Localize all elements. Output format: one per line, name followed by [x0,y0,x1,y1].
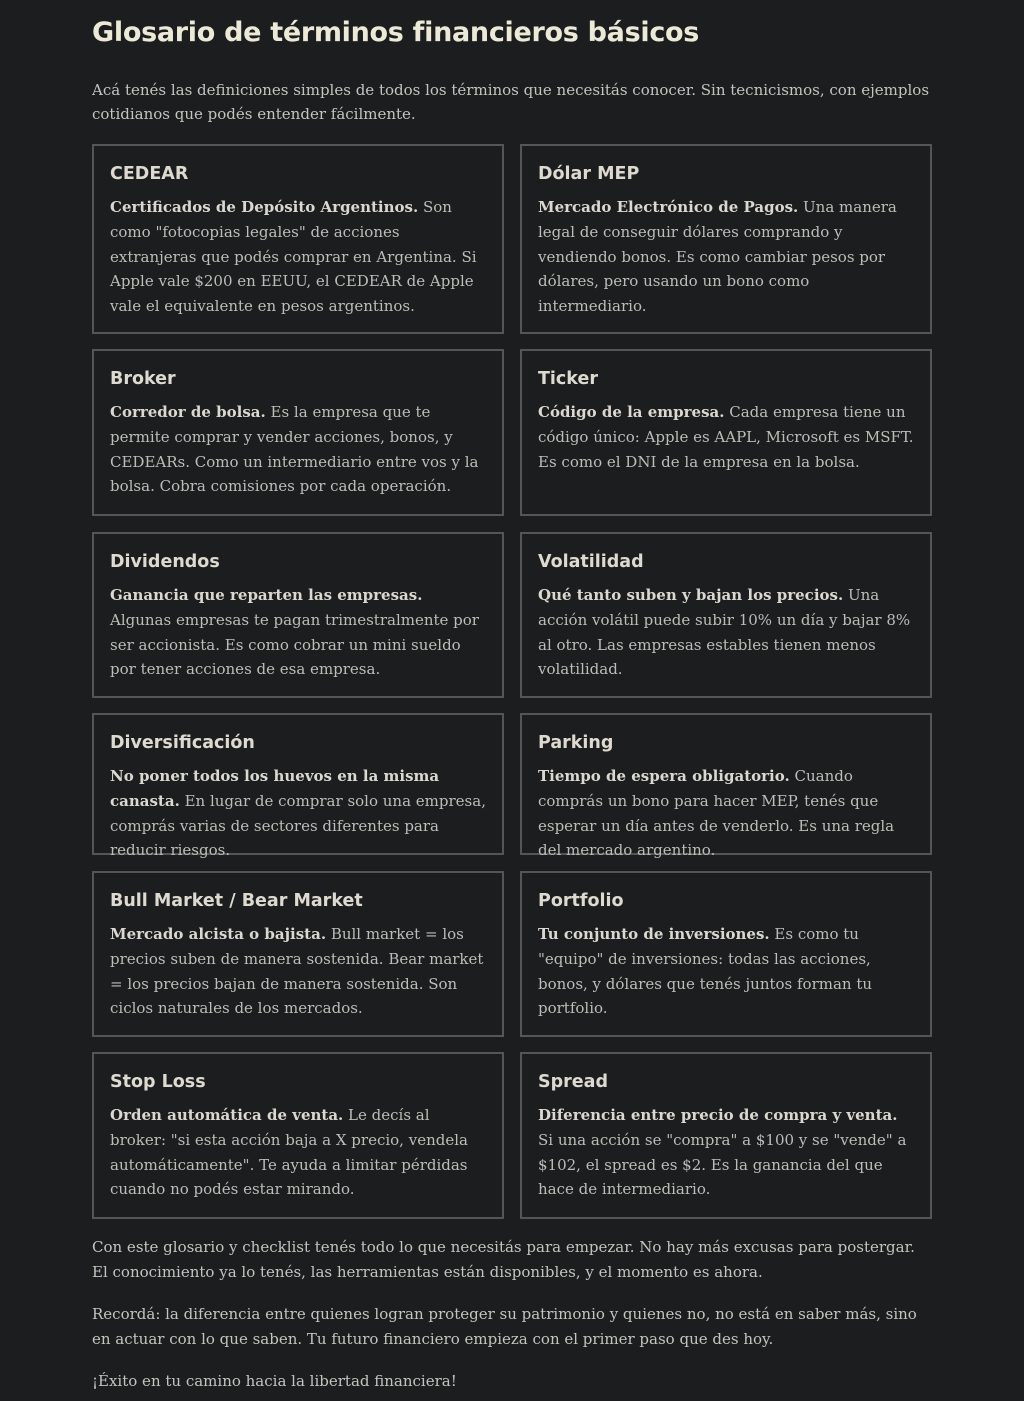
term-card-dividendos [92,532,504,698]
term-definition [110,764,486,863]
term-card-spread [520,1052,932,1219]
term-card-bull-bear-market [92,871,504,1037]
term-definition [538,922,914,1021]
term-card-ticker [520,349,932,516]
term-explanation: En lugar de comprar solo una empresa, comprás varias de sectores diferentes para reducir riesgos. [110,791,486,860]
term-explanation: Son como "fotocopias legales" de acciones extranjeras que podés comprar en Argentina. Si Apple vale $200 en EEUU, el CEDEAR de Apple vale el equivalente en pesos argentinos. [110,198,477,316]
term-summary: Tu conjunto de inversiones. [538,925,770,943]
term-explanation: Bull market = los precios suben de manera sostenida. Bear market = los precios bajan de manera sostenida. Son ciclos naturales de los mercados. [110,925,484,1018]
term-explanation: Una acción volátil puede subir 10% un día y bajar 8% al otro. Las empresas estables tienen menos volatilidad. [538,586,911,679]
term-summary: Ganancia que reparten las empresas. [110,586,423,604]
term-card-diversificacion [92,713,504,860]
term-card-cedear [92,144,504,334]
term-definition [538,764,914,863]
term-title: CEDEAR [110,164,189,184]
term-card-volatilidad [520,532,932,698]
term-card-parking [520,713,932,860]
term-summary: Diferencia entre precio de compra y venta. [538,1106,898,1124]
term-explanation: Es como tu "equipo" de inversiones: todas las acciones, bonos, y dólares que tenés juntos forman tu portfolio. [538,925,873,1018]
term-title: Volatilidad [538,552,644,572]
term-summary: Mercado alcista o bajista. [110,925,327,943]
term-summary: Corredor de bolsa. [110,403,266,421]
term-explanation: Cada empresa tiene un código único: Apple es AAPL, Microsoft es MSFT. Es como el DNI de la empresa en la bolsa. [538,403,914,471]
term-title: Diversificación [110,733,255,753]
term-summary: No poner todos los huevos en la misma canasta. [110,767,440,810]
term-explanation: Le decís al broker: "si esta acción baja a X precio, vendela automáticamente". Te ayuda a limitar pérdidas cuando no podés estar mirando. [110,1106,468,1199]
term-title: Dólar MEP [538,164,640,184]
term-definition [538,400,914,474]
term-definition [110,1103,486,1202]
term-card-dolar-mep [520,144,932,334]
intro-paragraph: Acá tenés las definiciones simples de todos los términos que necesitás conocer. Sin tecnicismos, con ejemplos cotidianos que podés entender fácilmente. [92,81,930,123]
term-explanation: Una manera legal de conseguir dólares comprando y vendiendo bonos. Es como cambiar pesos por dólares, pero usando un bono como intermediario. [538,198,897,316]
term-summary: Orden automática de venta. [110,1106,344,1124]
term-explanation: Algunas empresas te pagan trimestralmente por ser accionista. Es como cobrar un mini sueldo por tener acciones de esa empresa. [110,610,479,679]
closing-paragraph: Recordá: la diferencia entre quienes logran proteger su patrimonio y quienes no, no está en saber más, sino en actuar con lo que saben. Tu futuro financiero empieza con el primer paso que des hoy. [92,1305,917,1348]
term-card-stop-loss [92,1052,504,1219]
term-title: Dividendos [110,552,220,572]
term-definition [538,583,914,682]
term-explanation: Es la empresa que te permite comprar y vender acciones, bonos, y CEDEARs. Como un intermediario entre vos y la bolsa. Cobra comisiones por cada operación. [110,403,479,496]
term-definition [110,400,486,499]
term-summary: Tiempo de espera obligatorio. [538,767,790,785]
term-title: Spread [538,1072,608,1092]
term-definition [110,583,486,682]
term-title: Bull Market / Bear Market [110,891,363,911]
term-summary: Certificados de Depósito Argentinos. [110,198,419,216]
closing-paragraph: Con este glosario y checklist tenés todo lo que necesitás para empezar. No hay más excusas para postergar. El conocimiento ya lo tenés, las herramientas están disponibles, y el momento es ahora. [92,1238,915,1281]
term-title: Ticker [538,369,598,389]
term-card-broker [92,349,504,516]
term-summary: Mercado Electrónico de Pagos. [538,198,799,216]
term-summary: Qué tanto suben y bajan los precios. [538,586,844,604]
term-title: Parking [538,733,614,753]
term-card-portfolio [520,871,932,1037]
term-definition [110,922,486,1021]
term-title: Portfolio [538,891,624,911]
term-summary: Código de la empresa. [538,403,725,421]
closing-farewell: ¡Éxito en tu camino hacia la libertad financiera! [92,1372,457,1390]
term-title: Broker [110,369,176,389]
page-title: Glosario de términos financieros básicos [92,17,700,48]
term-definition [110,195,486,319]
term-definition [538,1103,914,1202]
term-definition [538,195,914,319]
term-title: Stop Loss [110,1072,206,1092]
term-explanation: Cuando comprás un bono para hacer MEP, tenés que esperar un día antes de venderlo. Es una regla del mercado argentino. [538,767,895,860]
term-explanation: Si una acción se "compra" a $100 y se "vende" a $102, el spread es $2. Es la ganancia del que hace de intermediario. [538,1130,907,1199]
